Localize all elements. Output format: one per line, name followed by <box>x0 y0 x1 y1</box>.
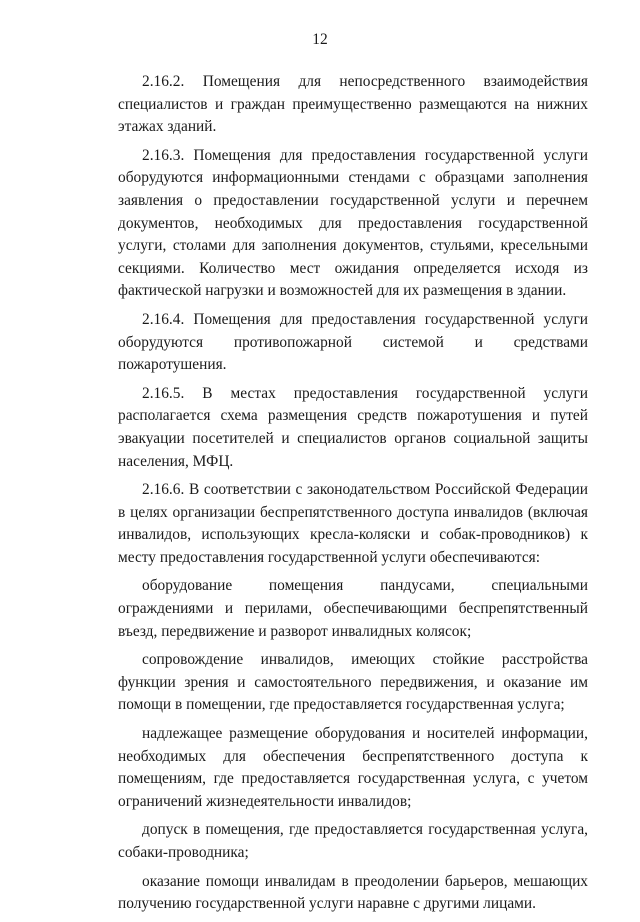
clause-2-16-3: 2.16.3. Помещения для предоставления государственной услуги оборудуются информационными стендами с образцами заполнения заявления о предоставлении государственной услуги и перечнем документов, необходимых для предоставления государственной услуги, столами для заполнения документов, стульями, кресельными секциями. Количество мест ожидания определяется исходя из фактической нагрузки и возможностей для их размещения в здании. <box>118 146 588 300</box>
clause-2-16-6: 2.16.6. В соответствии с законодательством Российской Федерации в целях организации беспрепятственного доступа инвалидов (включая инвалидов, использующих кресла-коляски и собак-проводников) к месту предоставления государственной услуги обеспечиваются: <box>118 481 588 566</box>
list-item-guide-dog: допуск в помещения, где предоставляется государственная услуга, собаки-проводника; <box>118 821 588 861</box>
document-body <box>118 71 588 922</box>
page-number: 12 <box>312 31 328 48</box>
list-item-equipment: надлежащее размещение оборудования и носителей информации, необходимых для обеспечения беспрепятственного доступа к помещениям, где предоставляется государственная услуга, с учетом ограничений жизнедеятельности инвалидов; <box>118 725 588 810</box>
clause-2-16-5: 2.16.5. В местах предоставления государственной услуги располагается схема размещения средств пожаротушения и путей эвакуации посетителей и специалистов органов социальной защиты населения, МФЦ. <box>118 384 588 470</box>
list-item-ramps: оборудование помещения пандусами, специальными ограждениями и перилами, обеспечивающими беспрепятственный въезд, передвижение и разворот инвалидных колясок; <box>118 577 588 640</box>
list-item-escort: сопровождение инвалидов, имеющих стойкие расстройства функции зрения и самостоятельного передвижения, и оказание им помощи в помещении, где предоставляется государственная услуга; <box>118 651 588 714</box>
clause-2-16-2: 2.16.2. Помещения для непосредственного взаимодействия специалистов и граждан преимущественно размещаются на нижних этажах зданий. <box>118 73 588 136</box>
list-item-assistance: оказание помощи инвалидам в преодолении барьеров, мешающих получению государственной услуги наравне с другими лицами. <box>118 872 588 913</box>
clause-2-16-4: 2.16.4. Помещения для предоставления государственной услуги оборудуются противопожарной системой и средствами пожаротушения. <box>118 310 588 374</box>
